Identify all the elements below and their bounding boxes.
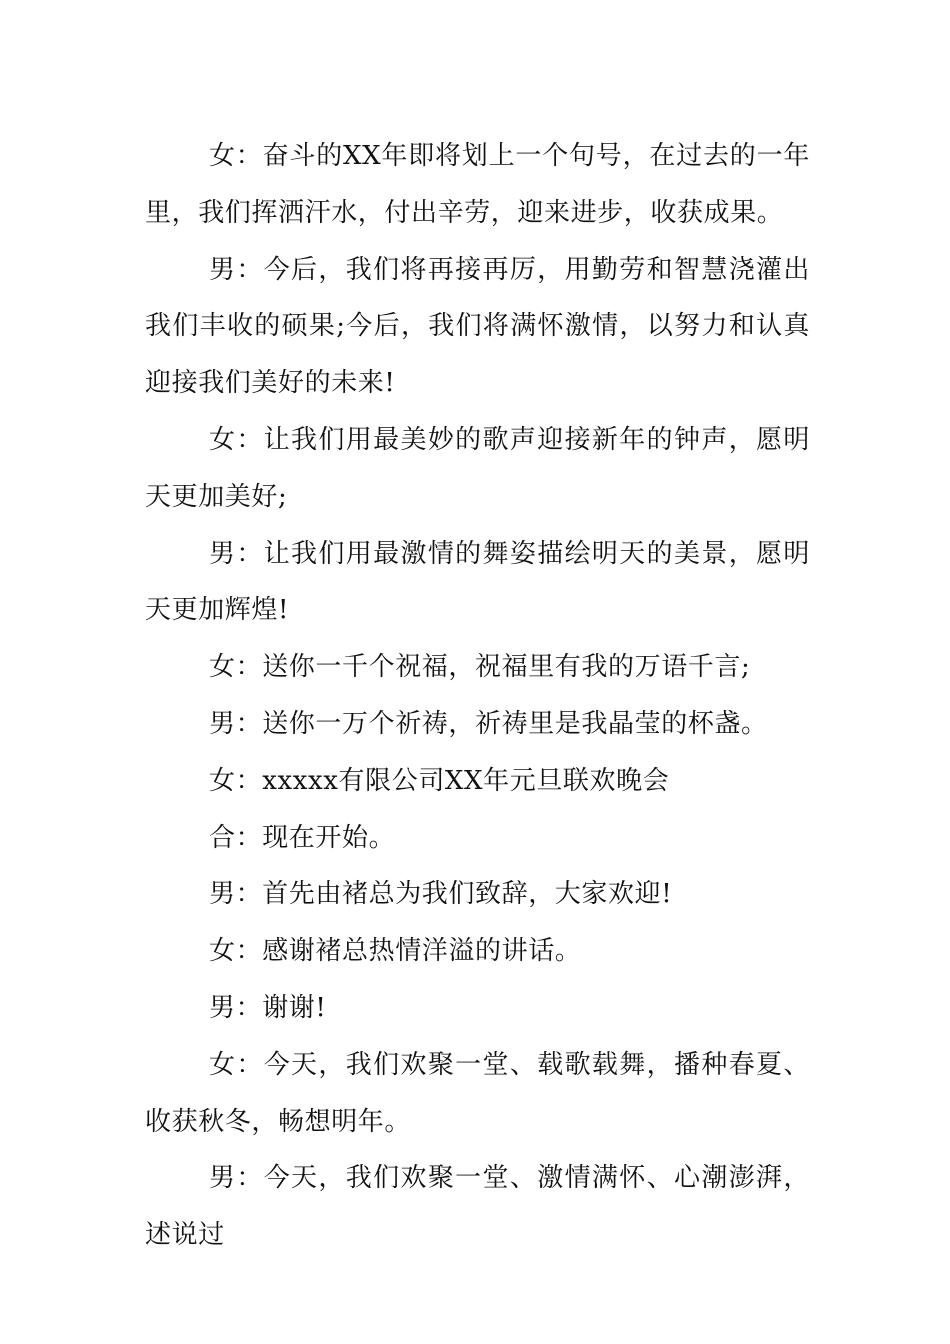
paragraph-1: 女：奋斗的XX年即将划上一个句号，在过去的一年里，我们挥洒汗水，付出辛劳，迎来进步，收获成果。 <box>145 141 810 228</box>
paragraph-9: 男：首先由褚总为我们致辞，大家欢迎! <box>209 879 673 910</box>
paragraph-4: 男：让我们用最激情的舞姿描绘明天的美景，愿明天更加辉煌! <box>145 538 810 626</box>
paragraph-10: 女：感谢褚总热情洋溢的讲话。 <box>209 936 582 967</box>
paragraph-7: 女：xxxxx有限公司XX年元旦联欢晚会 <box>209 765 670 796</box>
paragraph-12: 女：今天，我们欢聚一堂、载歌载舞，播种春夏、收获秋冬，畅想明年。 <box>145 1049 810 1137</box>
paragraph-6: 男：送你一万个祈祷，祈祷里是我晶莹的杯盏。 <box>209 708 768 739</box>
paragraph-13: 男：今天，我们欢聚一堂、激情满怀、心潮澎湃，述说过 <box>145 1163 810 1251</box>
paragraph-8: 合：现在开始。 <box>209 822 396 853</box>
paragraph-2: 男：今后，我们将再接再厉，用勤劳和智慧浇灌出我们丰收的硕果;今后，我们将满怀激情，以努力和认真迎接我们美好的未来! <box>145 254 810 399</box>
paragraph-5: 女：送你一千个祝福，祝福里有我的万语千言; <box>209 652 751 683</box>
paragraph-11: 男：谢谢! <box>209 992 327 1023</box>
paragraph-3: 女：让我们用最美妙的歌声迎接新年的钟声，愿明天更加美好; <box>145 424 810 512</box>
document-body <box>145 128 810 1264</box>
